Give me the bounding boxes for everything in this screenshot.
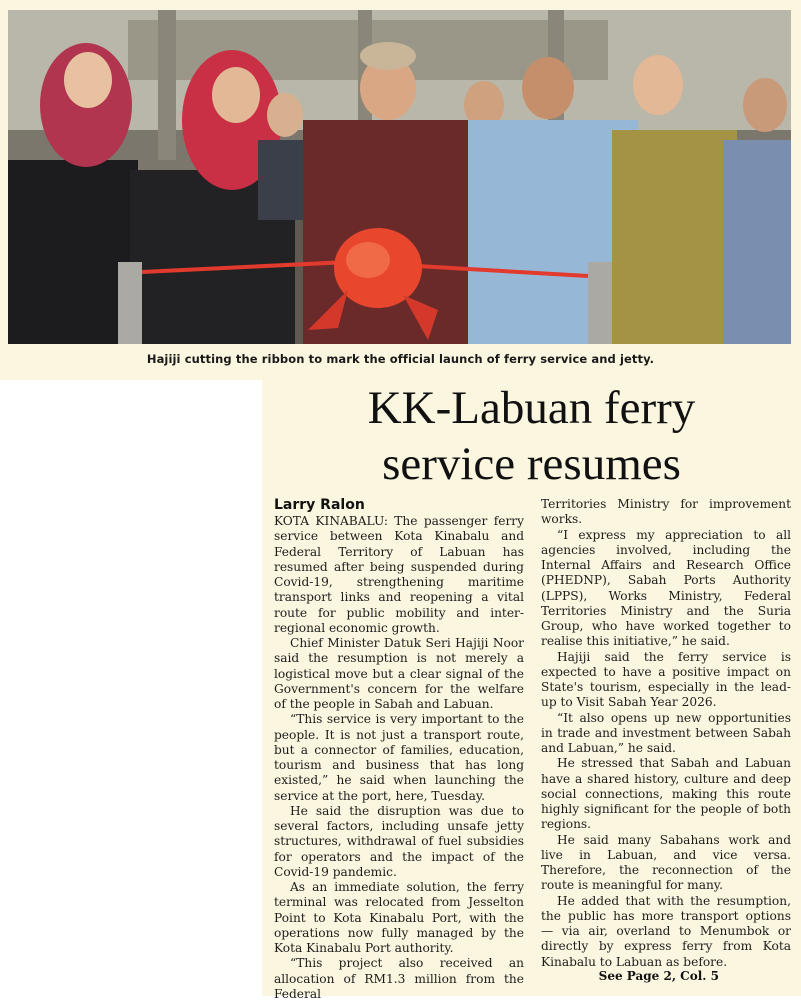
paragraph: He stressed that Sabah and Labuan have a shared history, culture and deep social connections, making this route highly significant for the people of both regions. bbox=[541, 756, 791, 832]
ribbon-cutting-photo bbox=[8, 10, 791, 344]
paragraph: KOTA KINABALU: The passenger ferry service between Kota Kinabalu and Federal Territory of Labuan has resumed after being suspended during Covid-19, strengthening maritime transport links and reopening a vital route for public mobility and inter-regional economic growth. bbox=[274, 514, 524, 635]
byline: Larry Ralon bbox=[274, 497, 365, 513]
headline-line-2: service resumes bbox=[382, 438, 681, 490]
paragraph: “This service is very important to the people. It is not just a transport route, but a connector of families, education, tourism and business that has long existed,” he said when launching the service at the port, here, Tuesday. bbox=[274, 712, 524, 803]
headline bbox=[262, 380, 801, 492]
article-column-2 bbox=[541, 497, 791, 970]
paragraph: Chief Minister Datuk Seri Hajiji Noor said the resumption is not merely a logistical move but a clear signal of the Government's concern for the welfare of the people in Sabah and Labuan. bbox=[274, 636, 524, 711]
article-column-1 bbox=[274, 497, 524, 1002]
paragraph: “I express my appreciation to all agencies involved, including the Internal Affairs and Research Office (PHEDNP), Sabah Ports Authority (LPPS), Works Ministry, Federal Territories Ministry and the Suria Group, who have worked together to realise this initiative,” he said. bbox=[541, 527, 791, 649]
paragraph: As an immediate solution, the ferry terminal was relocated from Jesselton Point to Kota Kinabalu Port, with the operations now fully managed by the Kota Kinabalu Port authority. bbox=[274, 880, 524, 955]
photo-caption: Hajiji cutting the ribbon to mark the official launch of ferry service and jetty. bbox=[146, 352, 655, 366]
paragraph: He added that with the resumption, the public has more transport options — via air, overland to Menumbok or directly by express ferry from Kota Kinabalu to Labuan as before. bbox=[541, 893, 791, 969]
continuation-note: See Page 2, Col. 5 bbox=[598, 969, 719, 983]
paragraph: “This project also received an allocation of RM1.3 million from the Federal bbox=[274, 956, 524, 1001]
paragraph: Hajiji said the ferry service is expected to have a positive impact on State's tourism, especially in the lead-up to Visit Sabah Year 2026. bbox=[541, 649, 791, 710]
paragraph: He said many Sabahans work and live in Labuan, and vice versa. Therefore, the reconnection of the route is meaningful for many. bbox=[541, 832, 791, 893]
blank-margin bbox=[0, 380, 262, 996]
paragraph: He said the disruption was due to several factors, including unsafe jetty structures, withdrawal of fuel subsidies for operators and the impact of the Covid-19 pandemic. bbox=[274, 803, 524, 879]
headline-line-1: KK-Labuan ferry bbox=[367, 382, 696, 434]
paragraph: Territories Ministry for improvement works. bbox=[541, 497, 791, 527]
paragraph: “It also opens up new opportunities in trade and investment between Sabah and Labuan,” he said. bbox=[541, 710, 791, 755]
